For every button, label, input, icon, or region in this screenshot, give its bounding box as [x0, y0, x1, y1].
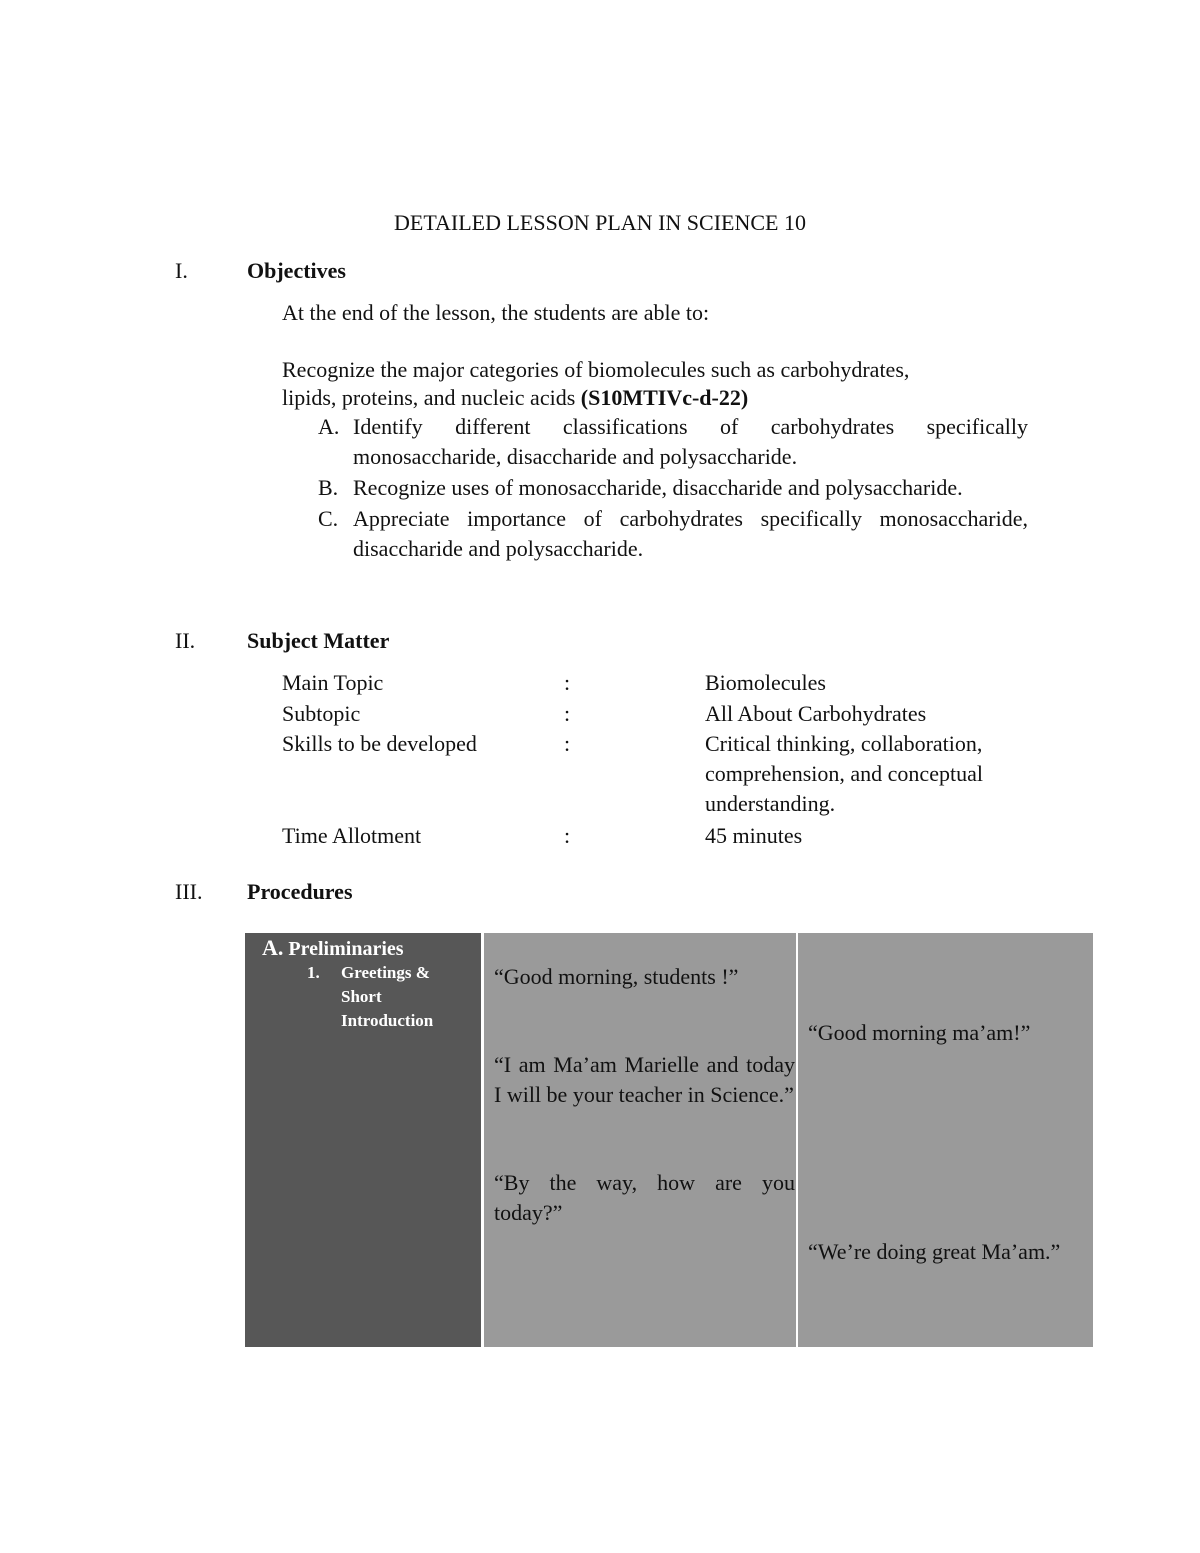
subject-matter-colon: : — [564, 670, 571, 695]
objective-letter: B. — [318, 475, 339, 500]
procedure-stage-cell — [245, 933, 481, 1347]
subject-matter-colon: : — [564, 731, 571, 756]
objectives-intro: At the end of the lesson, the students are able to: — [282, 300, 710, 325]
objectives-list — [318, 412, 1028, 565]
teacher-line: “By the way, how are you today?” — [494, 1170, 795, 1225]
teacher-activity-cell — [484, 933, 796, 1347]
subject-matter-label: Subtopic — [282, 701, 361, 726]
student-activity-cell — [798, 933, 1093, 1347]
page-title: DETAILED LESSON PLAN IN SCIENCE 10 — [394, 210, 806, 235]
subject-matter-value: Critical thinking, collaboration, comprehension, and conceptual understanding. — [705, 731, 983, 816]
objectives-goal-line-2 — [282, 383, 748, 413]
section-number-subject-matter: II. — [175, 628, 196, 653]
objective-text: Appreciate importance of carbohydrates specifically monosaccharide, disaccharide and polysaccharide. — [353, 506, 1028, 561]
objective-letter: C. — [318, 506, 339, 531]
objective-text: Recognize uses of monosaccharide, disaccharide and polysaccharide. — [353, 475, 963, 500]
teacher-line: “Good morning, students !” — [494, 964, 739, 989]
subject-matter-label: Skills to be developed — [282, 731, 477, 756]
teacher-line: “I am Ma’am Marielle and today I will be your teacher in Science.” — [494, 1052, 795, 1107]
subject-matter-colon: : — [564, 823, 571, 848]
objectives-goal-line-1: Recognize the major categories of biomolecules such as carbohydrates, — [282, 357, 910, 382]
stage-title: Preliminaries — [288, 938, 404, 960]
subject-matter-value: All About Carbohydrates — [705, 701, 927, 726]
step-number: 1. — [307, 963, 320, 982]
subject-matter-value: Biomolecules — [705, 670, 826, 695]
subject-matter-colon: : — [564, 701, 571, 726]
objective-item — [318, 412, 1028, 472]
objective-item — [318, 504, 1028, 564]
section-heading-procedures: Procedures — [247, 879, 353, 904]
objective-letter: A. — [318, 414, 340, 439]
subject-matter-label: Main Topic — [282, 670, 384, 695]
procedures-table — [245, 933, 1093, 1347]
competency-code: (S10MTIVc-d-22) — [580, 385, 749, 410]
subject-matter-label: Time Allotment — [282, 823, 422, 848]
objective-item — [318, 473, 1028, 503]
section-number-procedures: III. — [175, 879, 203, 904]
section-number-objectives: I. — [175, 258, 188, 283]
step-heading — [307, 961, 471, 1033]
student-line: “Good morning ma’am!” — [808, 1020, 1031, 1045]
objective-text: Identify different classifications of carbohydrates specifically monosaccharide, disaccharide and polysaccharide. — [353, 414, 1028, 469]
section-heading-subject-matter: Subject Matter — [247, 628, 390, 653]
step-title: Greetings & Short Introduction — [341, 963, 434, 1030]
stage-heading — [262, 935, 404, 962]
subject-matter-value: 45 minutes — [705, 823, 803, 848]
student-line: “We’re doing great Ma’am.” — [808, 1239, 1061, 1264]
stage-letter: A. — [262, 935, 284, 960]
section-heading-objectives: Objectives — [247, 258, 346, 283]
objectives-goal-text: lipids, proteins, and nucleic acids — [282, 385, 576, 410]
